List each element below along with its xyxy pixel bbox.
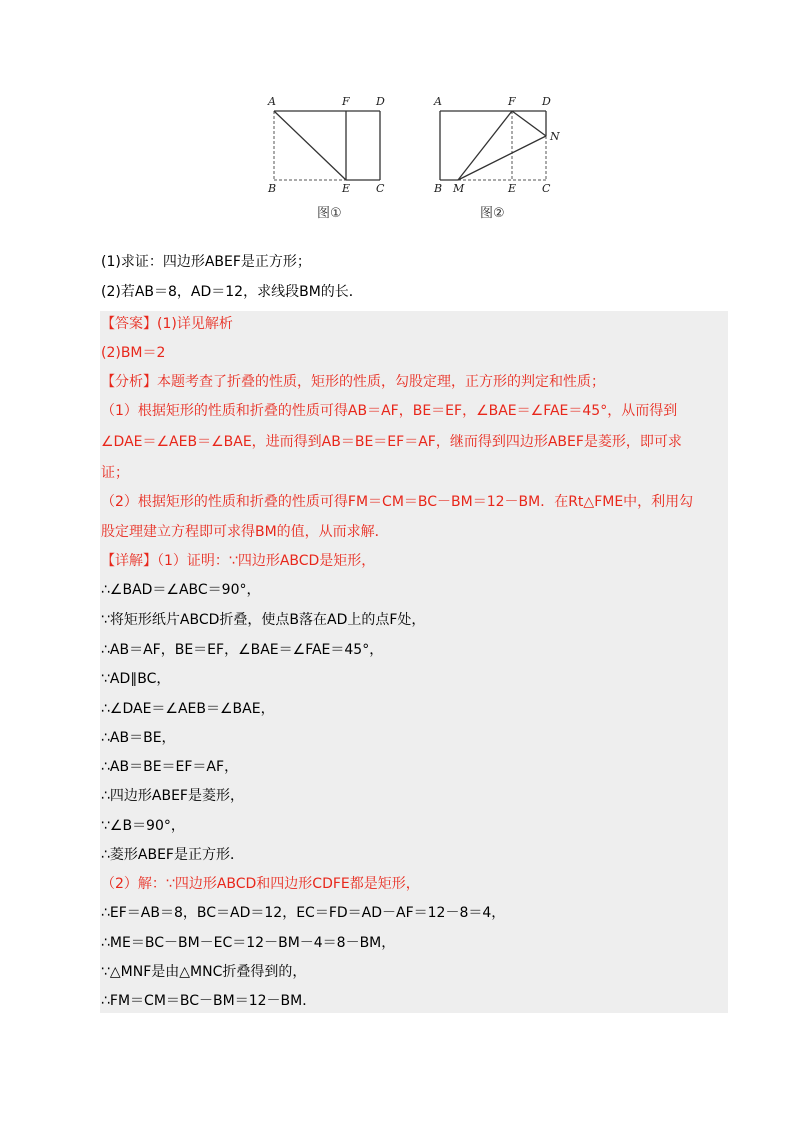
detail-line-0: [101, 551, 375, 571]
detail-line-8: [101, 786, 244, 806]
detail-text-13: ∴ME＝BC－BM－EC＝12－BM－4＝8－BM，: [101, 935, 396, 951]
detail-line-13: [101, 933, 395, 953]
detail-text-6: ∴AB＝BE，: [101, 730, 176, 746]
detail-line-14: [101, 962, 306, 982]
analysis-line-1: [101, 372, 605, 392]
detail-line-3: [101, 640, 383, 660]
question-part-1: (1)求证：四边形ABEF是正方形；: [101, 254, 311, 270]
answer-2: (2)BM＝2: [101, 345, 166, 361]
detail-line-5: [101, 699, 275, 719]
label-E: E: [508, 182, 517, 195]
detail-text-15: ∴FM＝CM＝BC－BM＝12－BM．: [101, 993, 317, 1009]
detail-line-1: [101, 580, 261, 600]
detail-text-14: ∵△MNF是由△MNC折叠得到的，: [101, 964, 307, 980]
detail-line-4: [101, 669, 170, 689]
detail-text-8: ∴四边形ABEF是菱形，: [101, 788, 244, 804]
answer-line-1: [101, 314, 233, 334]
label-C: C: [542, 182, 551, 195]
label-F: F: [342, 95, 350, 108]
detail-text-12: ∴EF＝AB＝8，BC＝AD＝12，EC＝FD＝AD－AF＝12－8＝4，: [101, 905, 506, 921]
detail-text-11: （2）解：∵四边形ABCD和四边形CDFE都是矩形，: [101, 876, 420, 892]
label-C: C: [376, 182, 385, 195]
analysis-p2-line-2: 股定理建立方程即可求得BM的值，从而求解．: [101, 524, 389, 540]
label-E: E: [342, 182, 351, 195]
detail-line-6: [101, 728, 176, 748]
detail-text-1: ∴∠BAD＝∠ABC＝90°，: [101, 582, 261, 598]
figure-2: [428, 94, 568, 224]
detail-label: 【详解】: [101, 553, 157, 569]
detail-line-10: [101, 845, 244, 865]
figure-1: [262, 94, 396, 224]
detail-text-7: ∴AB＝BE＝EF＝AF，: [101, 759, 239, 775]
label-D: D: [376, 95, 385, 108]
question-part-2: (2)若AB＝8，AD＝12，求线段BM的长．: [101, 284, 363, 300]
detail-line-15: [101, 991, 316, 1011]
label-A: A: [268, 95, 276, 108]
label-D: D: [542, 95, 551, 108]
detail-text-4: ∵AD∥BC，: [101, 671, 171, 687]
detail-text-0: （1）证明：∵四边形ABCD是矩形，: [157, 553, 376, 569]
analysis-p1-line-2: ∠DAE＝∠AEB＝∠BAE，进而得到AB＝BE＝EF＝AF，继而得到四边形ABEF是菱形，即可求: [101, 434, 682, 450]
label-N: N: [550, 130, 560, 143]
label-B: B: [268, 182, 277, 195]
analysis-p1-line-1: （1）根据矩形的性质和折叠的性质可得AB＝AF，BE＝EF，∠BAE＝∠FAE＝45°，从而得到: [101, 403, 678, 419]
detail-text-2: ∵将矩形纸片ABCD折叠，使点B落在AD上的点F处，: [101, 612, 426, 628]
figure-1-caption: 图①: [317, 206, 342, 221]
analysis-p1-line-3: 证；: [101, 465, 129, 481]
figure-2-caption: 图②: [480, 206, 505, 221]
label-F: F: [508, 95, 516, 108]
answer-label: 【答案】: [101, 316, 157, 332]
label-B: B: [434, 182, 443, 195]
answer-line-2: [101, 343, 165, 363]
detail-text-9: ∵∠B＝90°，: [101, 818, 185, 834]
detail-line-12: [101, 903, 505, 923]
answer-1: (1)详见解析: [157, 316, 233, 332]
label-M: M: [453, 182, 465, 195]
detail-line-7: [101, 757, 238, 777]
analysis-p2-line-1: （2）根据矩形的性质和折叠的性质可得FM＝CM＝BC－BM＝12－BM．在Rt△FME中，利用勾: [101, 494, 694, 510]
label-A: A: [434, 95, 442, 108]
detail-line-11: [101, 874, 420, 894]
detail-text-5: ∴∠DAE＝∠AEB＝∠BAE，: [101, 701, 275, 717]
detail-line-9: [101, 816, 185, 836]
analysis-label: 【分析】: [101, 374, 157, 390]
analysis-intro: 本题考查了折叠的性质，矩形的性质，勾股定理，正方形的判定和性质；: [157, 374, 605, 390]
detail-text-10: ∴菱形ABEF是正方形．: [101, 847, 244, 863]
detail-text-3: ∴AB＝AF，BE＝EF，∠BAE＝∠FAE＝45°，: [101, 642, 384, 658]
detail-line-2: [101, 610, 425, 630]
